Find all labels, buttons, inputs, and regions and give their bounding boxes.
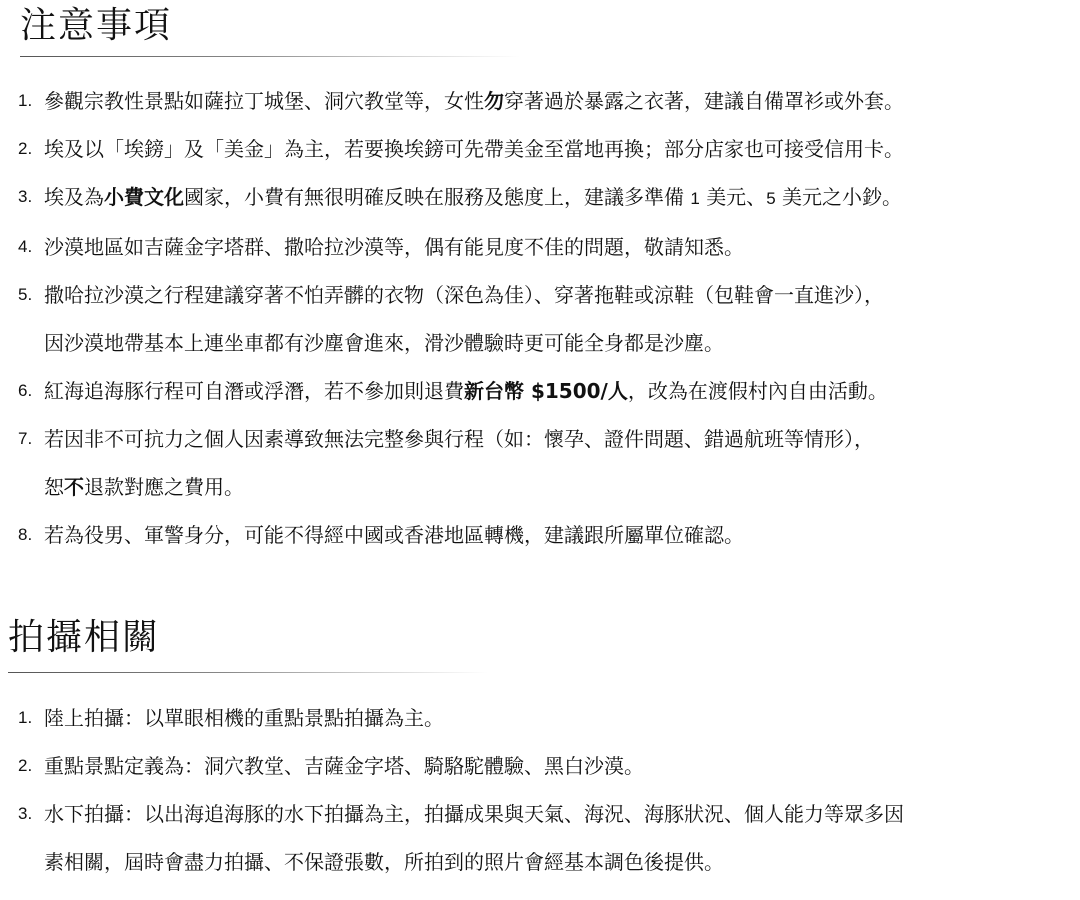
item-number: 2. xyxy=(18,756,33,775)
section-title-photography: 拍攝相關 xyxy=(8,617,161,658)
notice-item-2: 2. 埃及以「埃鎊」及「美金」為主，若要換埃鎊可先帶美金至當地再換；部分店家也可接受信用卡。 xyxy=(18,125,904,173)
section-divider-notice xyxy=(20,56,520,57)
item-number: 4. xyxy=(18,237,33,256)
emphasis-text: 勿 xyxy=(484,89,504,113)
section-title-notice: 注意事項 xyxy=(20,5,173,46)
notice-item-3: 3. 埃及為小費文化國家，小費有無很明確反映在服務及態度上，建議多準備 1 美元、5 美元之小鈔。 xyxy=(18,173,904,223)
item-number: 2. xyxy=(18,139,33,158)
photo-item-3: 3. 水下拍攝：以出海追海豚的水下拍攝為主，拍攝成果與天氣、海況、海豚狀況、個人能力等眾多因 素相關，屆時會盡力拍攝、不保證張數，所拍到的照片會經基本調色後提供。 xyxy=(18,790,904,886)
photo-item-1: 1. 陸上拍攝：以單眼相機的重點景點拍攝為主。 xyxy=(18,694,904,742)
item-number: 1. xyxy=(18,708,33,727)
notice-item-1: 1. 參觀宗教性景點如薩拉丁城堡、洞穴教堂等，女性勿穿著過於暴露之衣著，建議自備罩衫或外套。 xyxy=(18,77,904,125)
photo-item-2: 2. 重點景點定義為：洞穴教堂、吉薩金字塔、騎駱駝體驗、黑白沙漠。 xyxy=(18,742,904,790)
notice-item-4: 4. 沙漠地區如吉薩金字塔群、撒哈拉沙漠等，偶有能見度不佳的問題，敬請知悉。 xyxy=(18,223,904,271)
section-divider-photography xyxy=(8,672,488,673)
emphasis-text: 新台幣 $1500/人 xyxy=(464,379,628,403)
item-number: 6. xyxy=(18,381,33,400)
item-number: 3. xyxy=(18,804,33,823)
emphasis-text: 不 xyxy=(64,475,84,499)
item-number: 8. xyxy=(18,525,33,544)
emphasis-text: 小費文化 xyxy=(104,185,184,209)
notice-item-7: 7. 若因非不可抗力之個人因素導致無法完整參與行程（如：懷孕、證件問題、錯過航班等情形）， 恕不退款對應之費用。 xyxy=(18,415,904,511)
notice-item-8: 8. 若為役男、軍警身分，可能不得經中國或香港地區轉機，建議跟所屬單位確認。 xyxy=(18,511,904,559)
item-number: 7. xyxy=(18,429,33,448)
notice-item-5: 5. 撒哈拉沙漠之行程建議穿著不怕弄髒的衣物（深色為佳）、穿著拖鞋或涼鞋（包鞋會一直進沙）， 因沙漠地帶基本上連坐車都有沙塵會進來，滑沙體驗時更可能全身都是沙塵。 xyxy=(18,271,904,367)
item-number: 1. xyxy=(18,91,33,110)
notice-item-6: 6. 紅海追海豚行程可自潛或浮潛，若不參加則退費新台幣 $1500/人，改為在渡假村內自由活動。 xyxy=(18,367,904,415)
item-number: 5. xyxy=(18,285,33,304)
item-number: 3. xyxy=(18,187,33,206)
notice-list xyxy=(18,77,904,559)
photo-list xyxy=(18,694,904,886)
